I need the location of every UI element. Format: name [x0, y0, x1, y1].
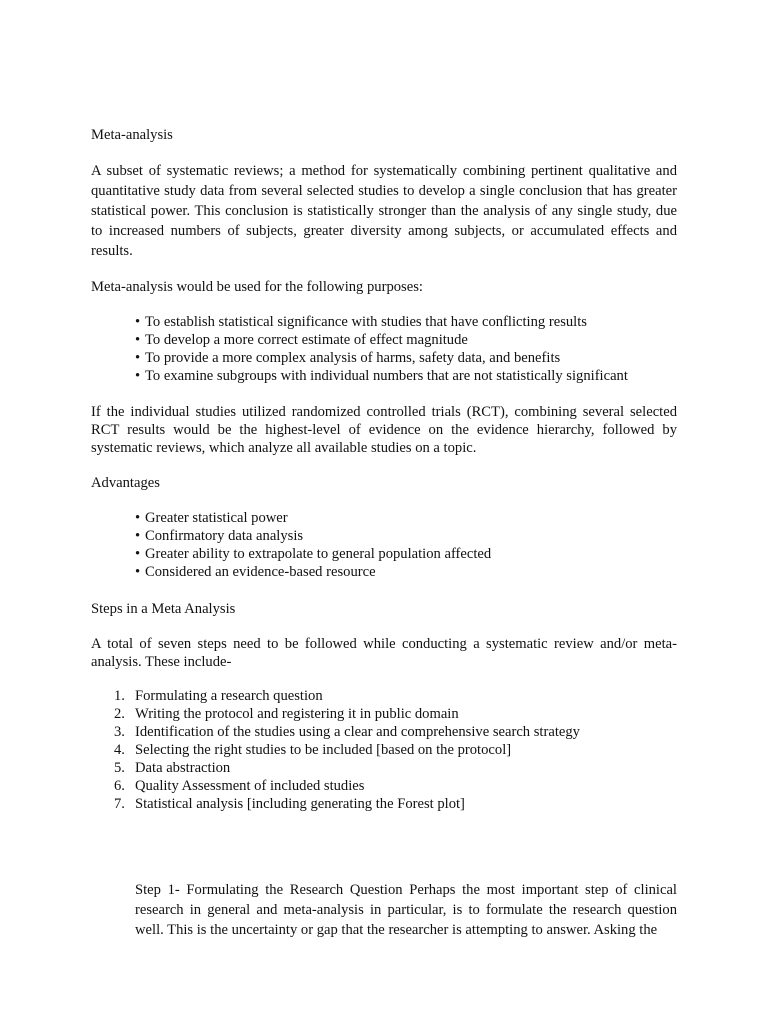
bullet-icon: •	[135, 350, 141, 366]
list-item: 5. Data abstraction	[114, 760, 231, 776]
step-number: 3.	[114, 724, 125, 740]
list-item: 2. Writing the protocol and registering it in public domain	[114, 706, 459, 722]
list-item: 3. Identification of the studies using a clear and comprehensive search strategy	[114, 724, 580, 740]
purposes-heading: Meta-analysis would be used for the following purposes:	[91, 279, 423, 295]
step-number: 4.	[114, 742, 125, 758]
intro-paragraph: A subset of systematic reviews; a method for systematically combining pertinent qualitative and quantitative study data from several selected studies to develop a single conclusion that has greater statistical power. This conclusion is statistically stronger than the analysis of any single study, due to increased numbers of subjects, greater diversity among subjects, or accumulated effects and results.	[91, 163, 677, 259]
steps-heading: Steps in a Meta Analysis	[91, 601, 236, 617]
step-number: 5.	[114, 760, 125, 776]
steps-intro-paragraph: A total of seven steps need to be followed while conducting a systematic review and/or meta-analysis. These include-	[91, 636, 677, 670]
list-item: • Considered an evidence-based resource	[135, 564, 376, 580]
advantages-heading: Advantages	[91, 475, 160, 491]
section-title-meta-analysis: Meta-analysis	[91, 127, 173, 143]
advantages-list	[91, 509, 677, 581]
step1-paragraph: Step 1- Formulating the Research Question Perhaps the most important step of clinical research in general and meta-analysis in particular, is to formulate the research question well. This is the uncertainty or gap that the researcher is attempting to answer. Asking the	[135, 881, 677, 938]
bullet-icon: •	[135, 546, 141, 562]
list-item: • To examine subgroups with individual numbers that are not statistically significant	[135, 368, 628, 384]
step-number: 7.	[114, 796, 125, 812]
step-number: 6.	[114, 778, 125, 794]
document-body	[91, 125, 677, 813]
step-number: 1.	[114, 688, 125, 704]
bullet-icon: •	[135, 332, 141, 348]
purposes-list	[91, 313, 677, 385]
list-item: 1. Formulating a research question	[114, 688, 323, 704]
bullet-icon: •	[135, 368, 141, 384]
rct-paragraph: If the individual studies utilized randomized controlled trials (RCT), combining several selected RCT results would be the highest-level of evidence on the evidence hierarchy, followed by systematic reviews, which analyze all available studies on a topic.	[91, 404, 677, 456]
list-item: • Confirmatory data analysis	[135, 528, 304, 544]
list-item: 7. Statistical analysis [including generating the Forest plot]	[114, 796, 465, 812]
list-item: • To develop a more correct estimate of effect magnitude	[135, 332, 468, 348]
bullet-icon: •	[135, 528, 141, 544]
list-item: • To establish statistical significance with studies that have conflicting results	[135, 314, 587, 330]
list-item: • To provide a more complex analysis of harms, safety data, and benefits	[135, 350, 561, 366]
list-item: 6. Quality Assessment of included studies	[114, 778, 365, 794]
list-item: • Greater ability to extrapolate to general population affected	[135, 546, 492, 562]
list-item: 4. Selecting the right studies to be included [based on the protocol]	[114, 742, 512, 758]
step-number: 2.	[114, 706, 125, 722]
bullet-icon: •	[135, 510, 141, 526]
list-item: • Greater statistical power	[135, 510, 288, 526]
steps-list	[91, 687, 677, 813]
bullet-icon: •	[135, 564, 141, 580]
bullet-icon: •	[135, 314, 141, 330]
